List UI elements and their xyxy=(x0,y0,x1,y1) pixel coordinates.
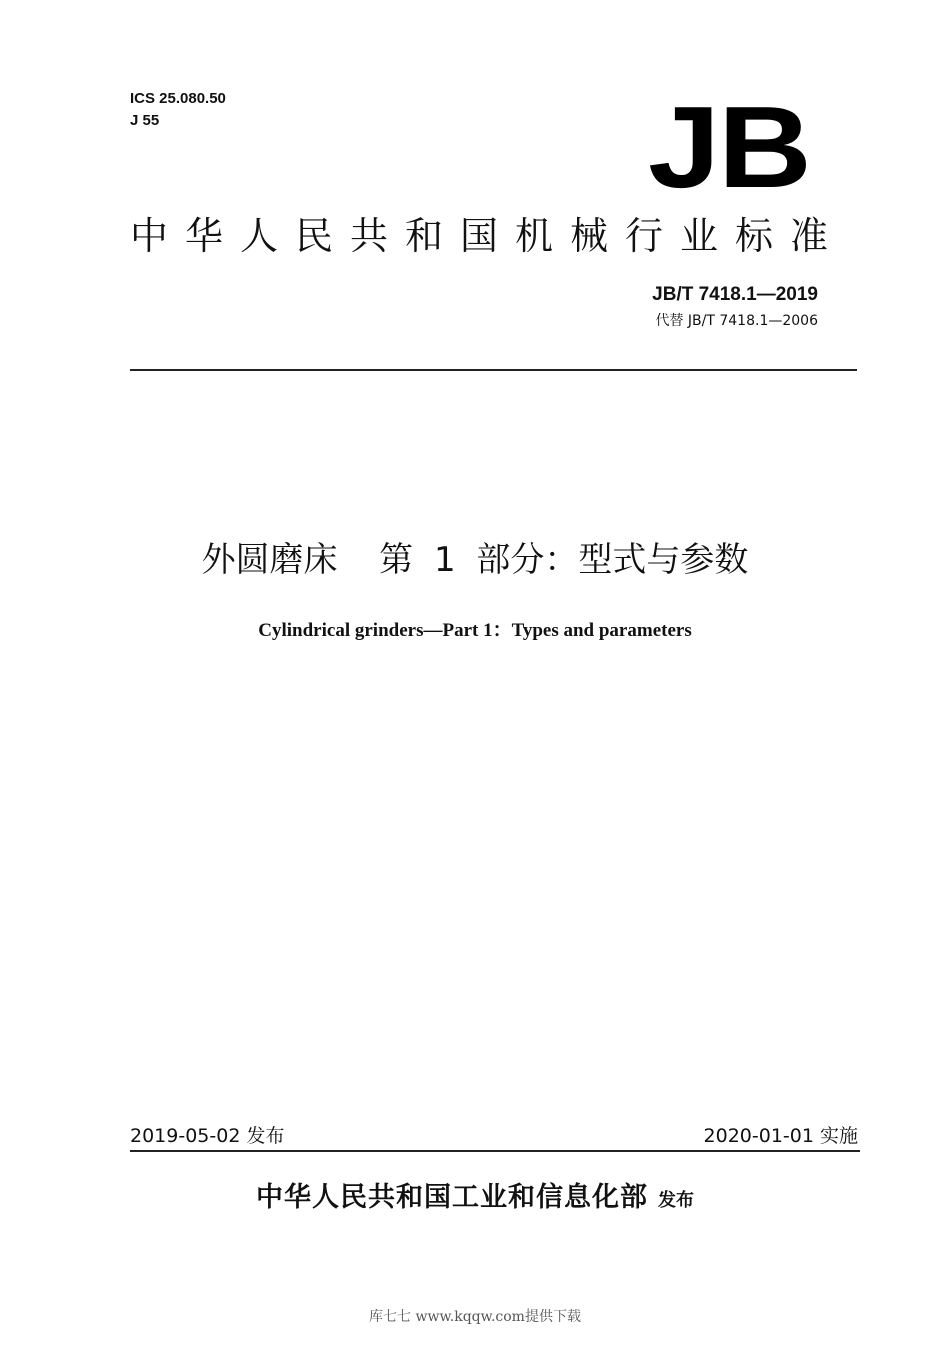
issuer-suffix: 发布 xyxy=(658,1190,694,1211)
document-title-english: Cylindrical grinders—Part 1：Types and parameters xyxy=(258,620,692,641)
replaces-note: 代替 JB/T 7418.1—2006 xyxy=(655,313,818,329)
issuing-authority xyxy=(0,1175,950,1214)
ics-code: ICS 25.080.50 xyxy=(130,90,226,107)
standard-type-title: 中华人民共和国机械行业标准 xyxy=(130,214,846,258)
publication-date: 2019-05-02 发布 xyxy=(130,1125,285,1147)
ccs-code: J 55 xyxy=(130,112,160,129)
footer-divider xyxy=(130,1150,860,1152)
document-title-chinese: 外圆磨床 第 1 部分：型式与参数 xyxy=(201,540,749,580)
issuer-name: 中华人民共和国工业和信息化部 xyxy=(256,1182,648,1213)
download-watermark: 库七七 www.kqqw.com提供下载 xyxy=(369,1309,581,1325)
header-divider xyxy=(130,369,857,371)
classification-codes xyxy=(130,88,226,132)
standard-code: JB/T 7418.1—2019 xyxy=(652,284,818,305)
implementation-date: 2020-01-01 实施 xyxy=(703,1125,858,1147)
jb-logo: JB xyxy=(648,82,810,212)
